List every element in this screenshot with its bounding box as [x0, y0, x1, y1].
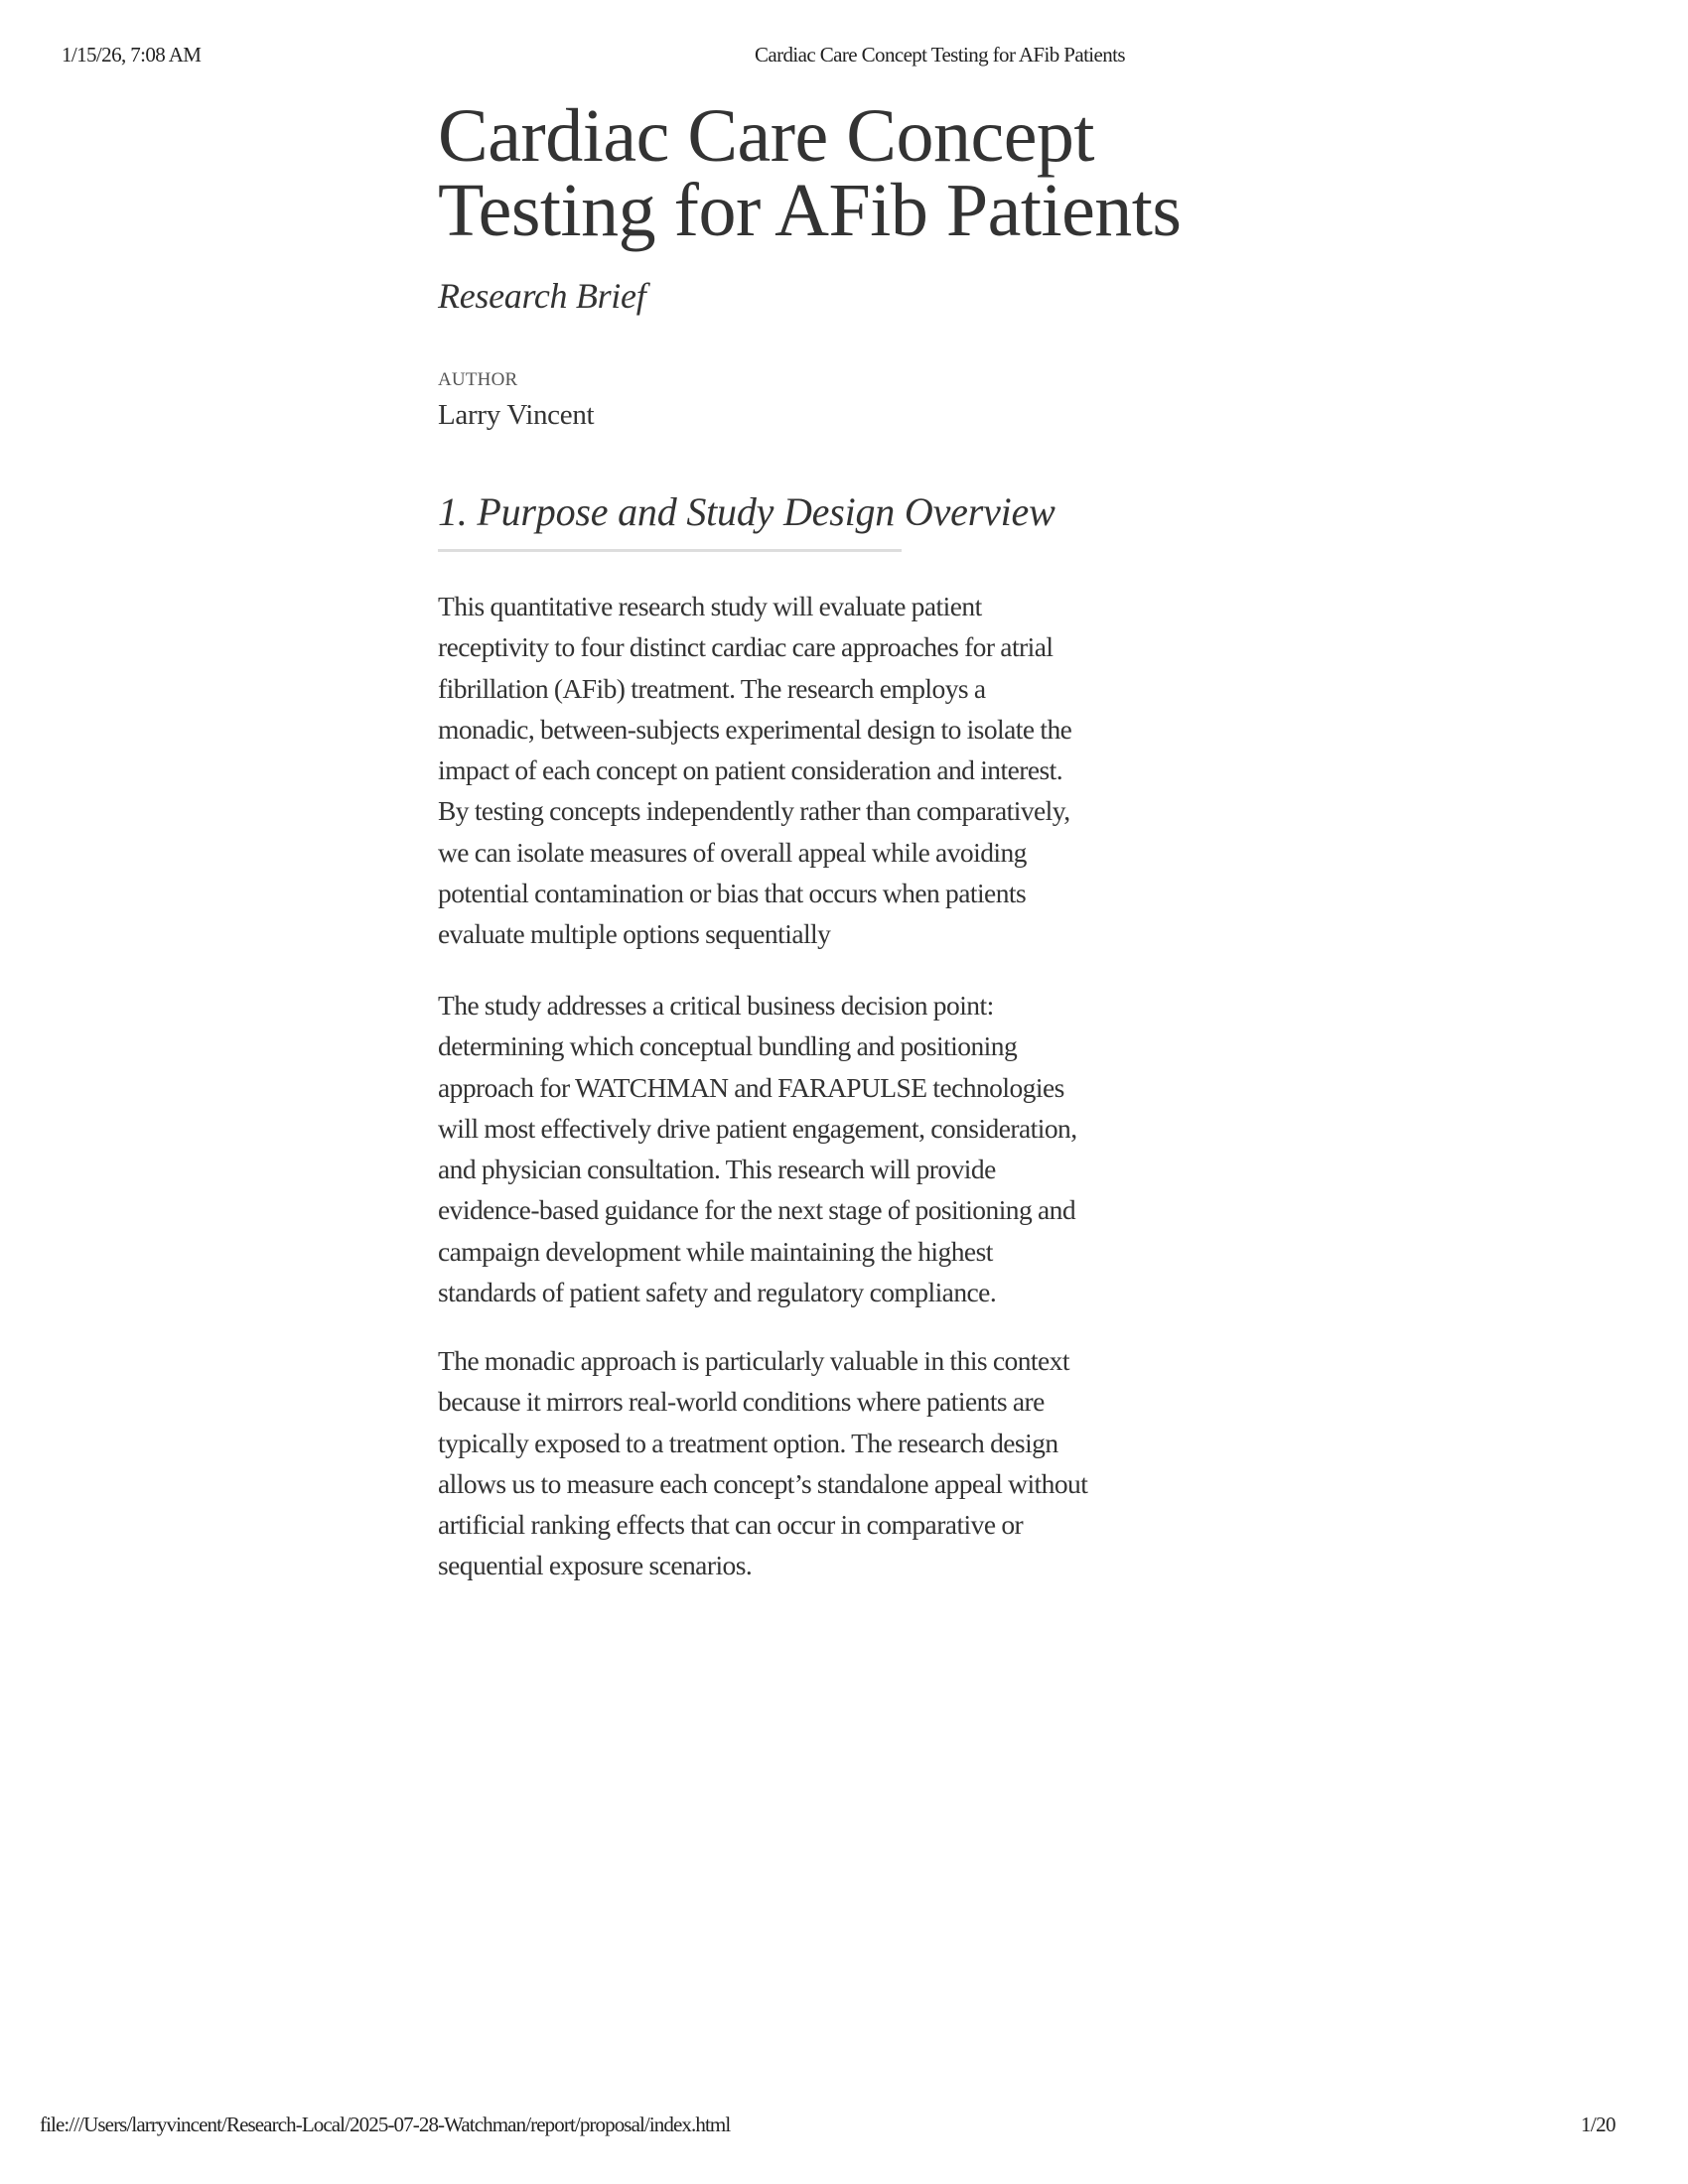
author-name: Larry Vincent	[438, 399, 595, 431]
paragraph-line: because it mirrors real-world conditions where patients are	[438, 1386, 1045, 1418]
paragraph-line: The study addresses a critical business decision point:	[438, 990, 994, 1021]
page-title-line: Testing for AFib Patients	[438, 169, 1182, 252]
paragraph-line: determining which conceptual bundling and positioning	[438, 1030, 1018, 1062]
paragraph-line: evidence-based guidance for the next stage of positioning and	[438, 1194, 1076, 1226]
paragraph-line: receptivity to four distinct cardiac care approaches for atrial	[438, 631, 1054, 663]
paragraph-line: By testing concepts independently rather than comparatively,	[438, 795, 1070, 827]
page-title-line: Cardiac Care Concept	[438, 94, 1095, 178]
print-footer-url: file:///Users/larryvincent/Research-Local/2025-07-28-Watchman/report/proposal/index.html	[40, 2113, 731, 2136]
paragraph-line: fibrillation (AFib) treatment. The research employs a	[438, 672, 986, 704]
body-paragraph	[438, 985, 1077, 1312]
paragraph-line: allows us to measure each concept’s standalone appeal without	[438, 1467, 1088, 1499]
page-title	[438, 94, 1182, 252]
paragraph-line: impact of each concept on patient consideration and interest.	[438, 754, 1063, 785]
body-paragraph	[438, 1340, 1087, 1586]
paragraph-line: typically exposed to a treatment option. The research design	[438, 1427, 1058, 1458]
paragraph-line: and physician consultation. This research will provide	[438, 1154, 996, 1184]
paragraph-line: we can isolate measures of overall appeal while avoiding	[438, 836, 1027, 868]
author-label: AUTHOR	[438, 369, 518, 390]
paragraph-line: sequential exposure scenarios.	[438, 1550, 753, 1581]
page-subtitle: Research Brief	[438, 276, 646, 316]
print-header-title: Cardiac Care Concept Testing for AFib Patients	[755, 43, 1125, 67]
paragraph-line: monadic, between-subjects experimental design to isolate the	[438, 713, 1072, 745]
document-body	[438, 0, 1182, 2085]
paragraph-line: evaluate multiple options sequentially	[438, 918, 831, 949]
section-heading: 1. Purpose and Study Design Overview	[438, 489, 1055, 534]
paragraph-line: standards of patient safety and regulatory compliance.	[438, 1276, 997, 1307]
print-footer-page-number: 1/20	[1581, 2113, 1616, 2136]
paragraph-line: The monadic approach is particularly valuable in this context	[438, 1345, 1069, 1376]
paragraph-line: approach for WATCHMAN and FARAPULSE technologies	[438, 1071, 1064, 1103]
paragraph-line: artificial ranking effects that can occur in comparative or	[438, 1509, 1024, 1540]
paragraph-line: campaign development while maintaining the highest	[438, 1235, 993, 1267]
print-header-date: 1/15/26, 7:08 AM	[62, 43, 202, 67]
paragraph-line: will most effectively drive patient engagement, consideration,	[438, 1112, 1077, 1144]
paragraph-line: This quantitative research study will evaluate patient	[438, 591, 982, 621]
body-paragraph	[438, 586, 1071, 954]
section-divider	[438, 549, 902, 552]
paragraph-line: potential contamination or bias that occurs when patients	[438, 877, 1027, 908]
